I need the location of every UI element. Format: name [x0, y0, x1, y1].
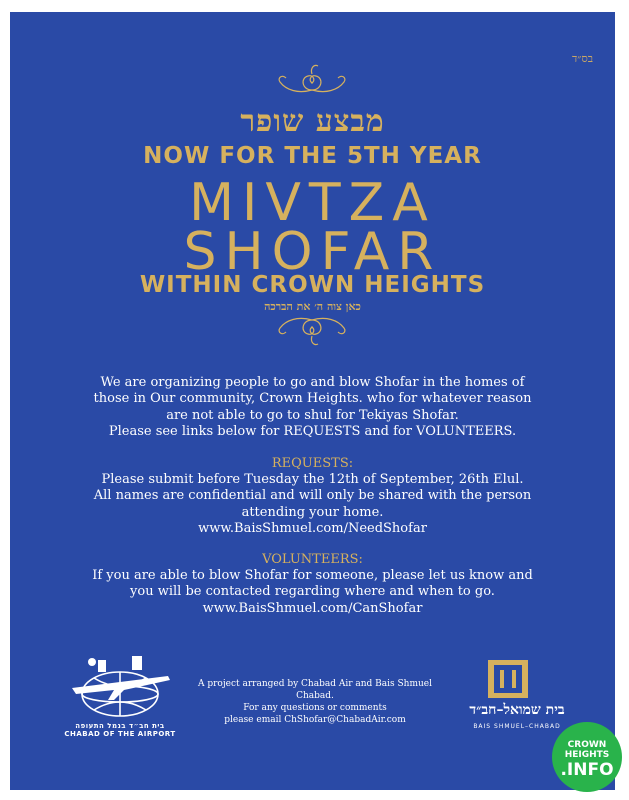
intro-paragraph — [10, 375, 615, 440]
intro-line: Please see links below for REQUESTS and for VOLUNTEERS. — [108, 423, 517, 439]
top-flourish-icon — [272, 60, 352, 100]
volunteers-heading: VOLUNTEERS: — [262, 552, 363, 567]
chabad-airport-logo-icon — [64, 648, 176, 758]
volunteers-paragraph — [10, 568, 615, 617]
volunteers-line: you will be contacted regarding where and when to go. — [130, 584, 495, 600]
intro-line: We are organizing people to go and blow Shofar in the homes of — [100, 375, 525, 390]
watermark-text — [552, 740, 622, 760]
crown-heights-info-watermark — [552, 722, 622, 792]
right-logo-hebrew: בית שמואל–חב״ד — [469, 702, 565, 718]
hebrew-title: מבצע שופר — [240, 104, 385, 139]
footer-line: A project arranged by Chabad Air and Bais Shmuel Chabad. — [198, 679, 432, 701]
intro-line: those in Our community, Crown Heights. who for whatever reason — [93, 391, 532, 407]
title-line-2: SHOFAR — [183, 222, 442, 282]
requests-line: Please submit before Tuesday the 12th of September, 26th Elul. — [101, 472, 524, 487]
requests-line: attending your home. — [241, 504, 384, 520]
bottom-flourish-icon — [272, 312, 352, 352]
watermark-line-2: HEIGHTS — [564, 750, 610, 760]
watermark-line-1: CROWN — [567, 740, 607, 750]
left-logo-caption — [64, 722, 176, 738]
flyer — [10, 12, 615, 790]
volunteers-line: If you are able to blow Shofar for someone, please let us know and — [92, 568, 533, 583]
requests-line: All names are confidential and will only be shared with the person — [93, 488, 532, 504]
title-line-1: MIVTZA — [189, 173, 436, 233]
within-heading: WITHIN CROWN HEIGHTS — [139, 272, 486, 298]
subtitle: NOW FOR THE 5TH YEAR — [143, 143, 482, 169]
hebrew-verse: כאן צוה ה׳ את הברכה — [264, 300, 361, 313]
footer-email[interactable]: please email ChShofar@ChabadAir.com — [224, 715, 406, 725]
intro-line: are not able to go to shul for Tekiyas Shofar. — [166, 407, 459, 423]
right-logo-english: BAIS SHMUEL–CHABAD — [473, 723, 561, 730]
bsd-mark: בס״ד — [571, 52, 593, 65]
footer-line: For any questions or comments — [243, 703, 387, 713]
bais-shmuel-logo-icon — [488, 660, 528, 698]
requests-heading: REQUESTS: — [271, 456, 354, 471]
requests-paragraph — [10, 472, 615, 537]
requests-link[interactable]: www.BaisShmuel.com/NeedShofar — [198, 520, 427, 536]
left-logo-hebrew: בית חב״ד בנמל התעופה — [75, 722, 165, 730]
volunteers-link[interactable]: www.BaisShmuel.com/CanShofar — [202, 600, 423, 616]
left-logo-english: CHABAD OF THE AIRPORT — [64, 730, 176, 738]
footer-note — [190, 678, 440, 726]
watermark-line-3: .INFO — [560, 760, 614, 780]
